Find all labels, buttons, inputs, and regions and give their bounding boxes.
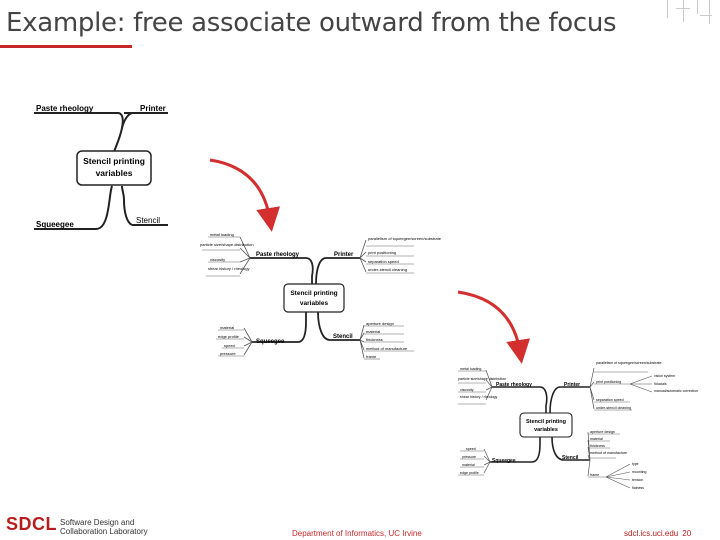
- leaf: metal loading: [460, 367, 482, 371]
- branch-paste-rheology: Paste rheology: [36, 104, 94, 113]
- mind-map-detailed: [458, 361, 698, 490]
- branch-stencil: Stencil: [136, 216, 161, 225]
- leaf: viscosity: [460, 388, 474, 392]
- leaf: parallelism of squeegee/screen/substrate: [368, 236, 441, 241]
- leaf: thickness: [366, 337, 383, 342]
- leaf: edge profile: [218, 334, 239, 339]
- lab-name-line2: Collaboration Laboratory: [60, 527, 148, 536]
- leaf: frame: [590, 473, 600, 477]
- leaf: separation speed: [596, 398, 624, 402]
- leaf: material: [366, 329, 381, 334]
- leaf: method of manufacture: [590, 451, 627, 455]
- leaf: vision system: [654, 374, 676, 378]
- leaf: material: [590, 437, 603, 441]
- leaf: aperture design: [590, 430, 615, 434]
- central-node-label: Stencil printing: [83, 156, 145, 166]
- leaf: particle size/shape distribution: [458, 377, 507, 381]
- branch-squeegee: Squeegee: [36, 220, 74, 229]
- leaf: speed: [224, 343, 235, 348]
- leaf: print positioning: [596, 380, 622, 384]
- leaf: metal loading: [210, 232, 234, 237]
- svg-text:Printer: Printer: [564, 382, 581, 388]
- leaf: particle size/shape distribution: [200, 242, 254, 247]
- leaf: material: [220, 325, 235, 330]
- site-url: sdcl.ics.uci.edu: [624, 529, 679, 538]
- branch-printer: Printer: [140, 104, 166, 113]
- leaf: under-stencil cleaning: [368, 267, 407, 272]
- leaf: edge profile: [460, 471, 479, 475]
- arrow-1: [210, 160, 270, 220]
- leaf: under-stencil cleaning: [596, 406, 631, 410]
- leaf: print positioning: [368, 250, 397, 255]
- leaf: separation speed: [368, 259, 399, 264]
- svg-text:variables: variables: [299, 300, 329, 307]
- svg-text:Paste rheology: Paste rheology: [256, 252, 300, 258]
- leaf: material: [462, 463, 475, 467]
- leaf: tension: [632, 478, 644, 482]
- leaf: manual/automatic correction: [654, 389, 698, 393]
- leaf: mounting: [632, 470, 647, 474]
- leaf: fiducials: [654, 382, 667, 386]
- svg-text:Squeegee: Squeegee: [492, 458, 516, 464]
- mind-map-expanded: [200, 232, 442, 359]
- page-number: 20: [682, 529, 692, 538]
- leaf: frame: [366, 354, 377, 359]
- leaf: aperture design: [366, 321, 394, 326]
- mind-map-basic: [34, 104, 168, 229]
- leaf: pressure: [220, 351, 236, 356]
- svg-text:variables: variables: [534, 427, 558, 433]
- leaf: flatness: [632, 486, 645, 490]
- footer-url-area: [624, 529, 691, 538]
- central-node: [284, 284, 344, 312]
- leaf: type: [632, 462, 639, 466]
- department-label: Department of Informatics, UC Irvine: [292, 529, 422, 538]
- sdcl-logo: SDCL: [6, 514, 57, 534]
- svg-text:Stencil: Stencil: [562, 455, 579, 461]
- leaf: thickness: [590, 444, 605, 448]
- svg-text:Stencil printing: Stencil printing: [290, 290, 338, 297]
- leaf: speed: [466, 447, 476, 451]
- leaf: viscosity: [210, 257, 226, 262]
- svg-text:Stencil printing: Stencil printing: [525, 419, 567, 425]
- central-node: [520, 413, 572, 437]
- leaf: shear history / rheology: [208, 266, 250, 271]
- svg-text:Printer: Printer: [334, 252, 354, 258]
- leaf: shear history / rheology: [460, 395, 498, 399]
- svg-text:Squeegee: Squeegee: [256, 339, 285, 345]
- slide-title: Example: free associate outward from the focus: [6, 8, 617, 38]
- leaf: method of manufacture: [366, 346, 408, 351]
- leaf: parallelism of squeegee/screen/substrate: [596, 361, 662, 365]
- arrow-2: [458, 292, 520, 352]
- svg-text:Stencil: Stencil: [333, 334, 353, 340]
- lab-name: [60, 518, 148, 536]
- leaf: pressure: [462, 455, 476, 459]
- svg-text:Paste rheology: Paste rheology: [496, 382, 532, 388]
- lab-name-line1: Software Design and: [60, 518, 135, 527]
- central-node-label: variables: [95, 168, 133, 178]
